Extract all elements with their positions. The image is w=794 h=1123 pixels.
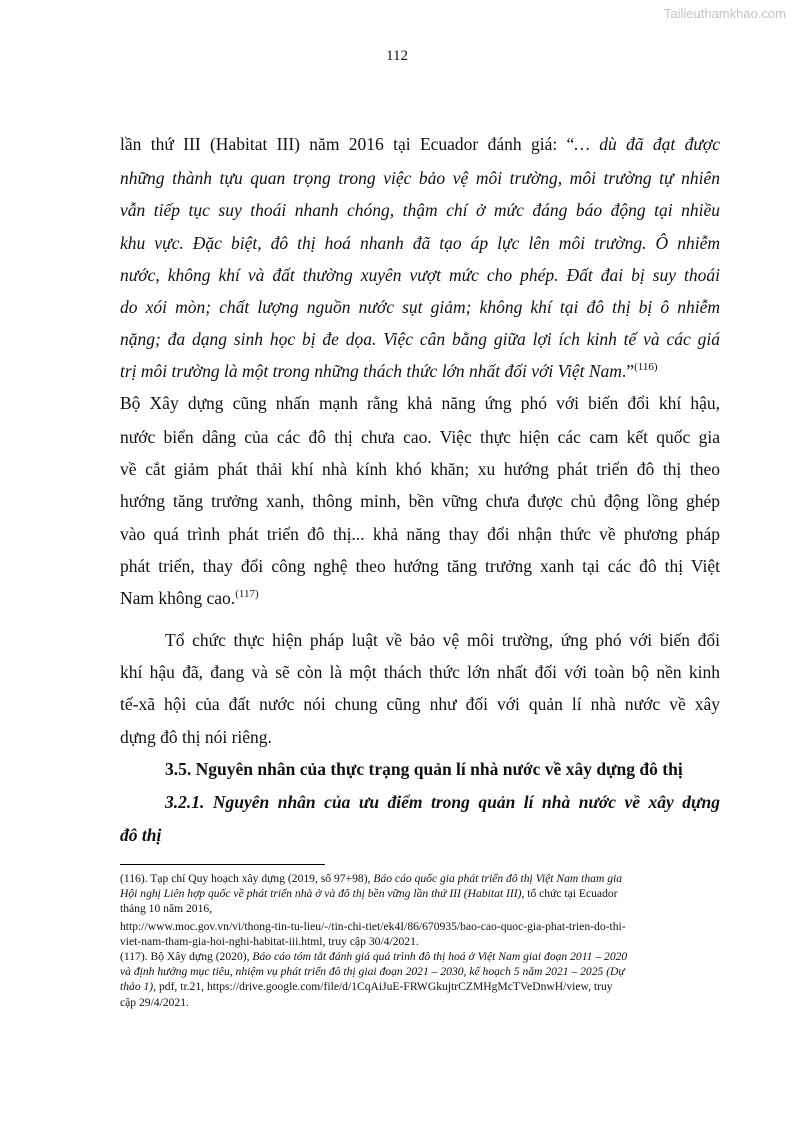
body-line: khí hậu đã, đang và sẽ còn là một thách thức lớn nhất đối với toàn bộ nền kinh: [120, 662, 720, 682]
body-line: nước biển dâng của các đô thị chưa cao. Việc thực hiện các cam kết quốc gia: [120, 427, 720, 447]
section-heading: 3.5. Nguyên nhân của thực trạng quản lí nhà nước về xây dựng đô thị: [165, 759, 683, 779]
footnote-separator: [120, 864, 325, 865]
body-line: vào quá trình phát triển đô thị... khả năng thay đổi nhận thức về phương pháp: [120, 524, 720, 544]
body-line: phát triển, thay đổi công nghệ theo hướng tăng trưởng xanh tại các đô thị Việt: [120, 556, 720, 576]
footnote-116: (116). Tạp chí Quy hoạch xây dựng (2019, số 97+98), Báo cáo quốc gia phát triển đô thị Việt Nam tham gia: [120, 872, 623, 885]
subsection-heading-cont: đô thị: [120, 825, 162, 845]
footnote-116: tháng 10 năm 2016,: [120, 902, 213, 915]
body-line: Bộ Xây dựng cũng nhấn mạnh rằng khả năng ứng phó với biến đổi khí hậu,: [120, 393, 720, 413]
footnote-116-link[interactable]: http://www.moc.gov.vn/vi/thong-tin-tu-lieu/-/tin-chi-tiet/ek4I/86/670935/bao-cao-quoc-gia-phat-trien-do-thi-: [120, 920, 626, 933]
body-line: về cắt giảm phát thải khí nhà kính khó khăn; xu hướng phát triển đô thị theo: [120, 459, 720, 479]
watermark: Tailieuthamkhao.com: [663, 6, 786, 21]
body-line: trị môi trường là một trong những thách thức lớn nhất đối với Việt Nam.”$^{(116)}$: [120, 361, 658, 381]
footnote-117: cập 29/4/2021.: [120, 996, 189, 1009]
body-line: do xói mòn; chất lượng nguồn nước sụt giảm; không khí tại đô thị bị ô nhiễm: [120, 297, 720, 317]
footnote-117: (117). Bộ Xây dựng (2020), Báo cáo tóm tắt đánh giá quá trình đô thị hoá ở Việt Nam giai đoạn 2011 – 2020: [120, 950, 628, 963]
body-line: Tổ chức thực hiện pháp luật về bảo vệ môi trường, ứng phó với biến đổi: [165, 630, 720, 650]
body-line: hướng tăng trưởng xanh, thông minh, bền vững chưa được chủ động lồng ghép: [120, 491, 720, 511]
footnote-ref: (116): [634, 361, 658, 374]
body-line: vẫn tiếp tục suy thoái nhanh chóng, thậm chí ở mức đáng báo động tại nhiều: [120, 200, 720, 220]
body-line: lần thứ III (Habitat III) năm 2016 tại Ecuador đánh giá: “… dù đã đạt được: [120, 134, 720, 154]
footnote-117: và định hướng mục tiêu, nhiệm vụ phát triển đô thị giai đoạn 2021 – 2030, kế hoạch 5 năm 2021 – 2025 (Dự: [120, 965, 625, 978]
body-line: khu vực. Đặc biệt, đô thị hoá nhanh đã tạo áp lực lên môi trường. Ô nhiễm: [120, 233, 720, 253]
footnote-116: viet-nam-tham-gia-hoi-nghi-habitat-iii.html, truy cập 30/4/2021.: [120, 935, 419, 948]
body-line: nước, không khí và đất thường xuyên vượt mức cho phép. Đất đai bị suy thoái: [120, 265, 720, 285]
body-line: Nam không cao.$^{(117)}$: [120, 588, 259, 608]
body-line: những thành tựu quan trọng trong việc bảo vệ môi trường, môi trường tự nhiên: [120, 168, 720, 188]
footnote-ref: (117): [235, 588, 259, 601]
body-line: nặng; đa dạng sinh học bị đe dọa. Việc cân bằng giữa lợi ích kinh tế và các giá: [120, 329, 720, 349]
body-line: tế-xã hội của đất nước nói chung cũng như đối với quản lí nhà nước về xây: [120, 694, 720, 714]
footnote-117: thảo 1), pdf, tr.21, https://drive.google.com/file/d/1CqAiJuE-FRWGkujtrCZMHgMcTVeDnwH/view, truy: [120, 980, 613, 993]
subsection-heading: 3.2.1. Nguyên nhân của ưu điểm trong quản lí nhà nước về xây dựng: [165, 792, 720, 812]
page-number: 112: [386, 48, 408, 64]
body-line: dựng đô thị nói riêng.: [120, 727, 272, 747]
footnote-116: Hội nghị Liên hợp quốc về phát triển nhà ở và đô thị bền vững lần thứ III (Habitat III), tổ chức tại Ecuador: [120, 887, 618, 900]
